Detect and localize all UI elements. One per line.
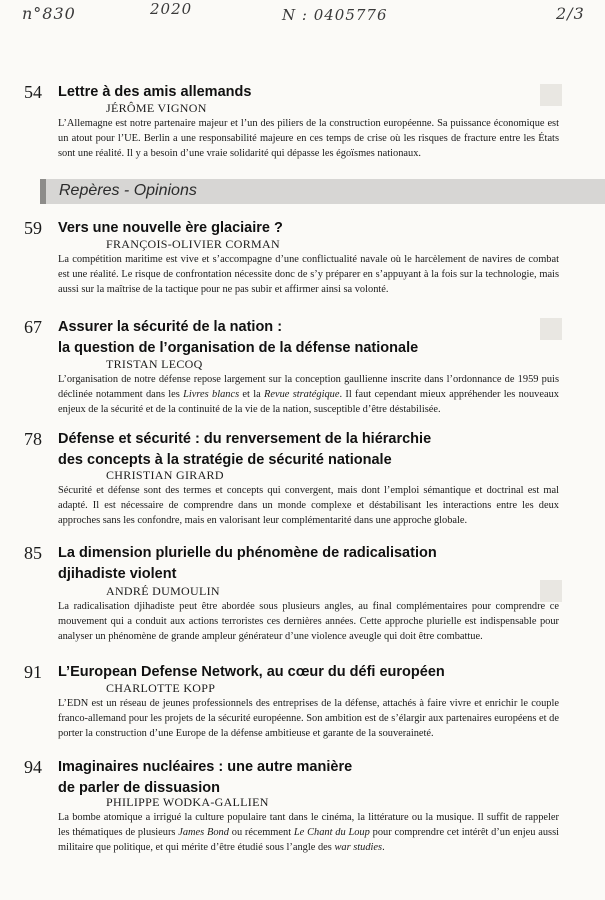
section-title: Repères - Opinions [59,182,197,199]
show-through-box [540,318,562,340]
handwritten-year: 2020 [150,0,193,18]
page-number: 94 [24,757,42,777]
title-line: Imaginaires nucléaires : une autre manière [58,759,353,775]
page-number: 78 [24,429,42,449]
summary-italic: Livres blancs [183,389,240,401]
article-summary [58,372,559,418]
page-number: 85 [24,543,42,563]
summary-text: L’organisation de notre défense repose largement sur la conception gaullienne inscrite dans l’ordonnance de 1959 puis déclinée notamment dans les [58,374,559,401]
page-number: 54 [24,82,42,102]
title-line: Lettre à des amis allemands [58,84,252,100]
title-line: la question de l’organisation de la défense nationale [58,340,419,356]
summary-text: pour comprendre cet intérêt d’un enjeu aussi militaire que politique, et qui mérite d’être étudié sous l’angle des [58,827,560,854]
page-number: 59 [24,218,42,238]
author-name: JÉRÔME VIGNON [106,101,207,115]
summary-italic: war studies [334,842,383,854]
show-through-box [540,84,562,106]
title-line: des concepts à la stratégie de sécurité nationale [58,452,392,468]
article-summary: La radicalisation djihadiste peut être abordée sous plusieurs angles, au final complémentaires pour comprendre ce mouvement qui a conduit aux actions terroristes ces dernières années. Cette approche plurielle est indispensable pour analyser un phénomène de grande ampleur générateur d’une violence aveugle qui doit être combattue. [58,601,559,643]
handwritten-number: n°830 [22,4,76,23]
article-title [58,662,445,683]
article-summary: L’Allemagne est notre partenaire majeur et l’un des piliers de la construction européenne. Sa puissance économique est un atout pour l’UE. Berlin a une responsabilité majeure en ces temps de crise où les risques de fracture entre les États sont une réalité. Il y a besoin d’une vraie solidarité qui dépasse les égoïsmes nationaux. [58,118,559,160]
title-line: Vers une nouvelle ère glaciaire ? [58,220,283,236]
author-name: PHILIPPE WODKA-GALLIEN [106,795,269,809]
summary-text: et la [239,389,265,401]
author-name: CHARLOTTE KOPP [106,681,216,695]
article-title [58,757,352,799]
handwritten-reference: N : 0405776 [282,6,388,24]
page-number: 91 [24,662,42,682]
article-title [58,82,251,103]
article-summary [58,810,559,856]
article-summary: L’EDN est un réseau de jeunes professionnels des entreprises de la défense, attachés à faire vivre et enrichir le couple franco-allemand pour les projets de la sécurité européenne. Son ambition est de s’élargir aux partenaires européens et de porter la construction d’une Europe de la défense ambitieuse et garante de la souveraineté. [58,698,559,740]
summary-italic: Le Chant du Loup [293,827,370,839]
handwritten-page-count: 2/3 [556,4,585,23]
summary-text: . Il faut cependant mieux appréhender les nouveaux enjeux de la sécurité et de la continuité de la vie de la nation, susceptible d’être déstabilisée. [58,389,559,416]
article-title [58,218,283,239]
summary-italic: James Bond [178,827,229,839]
page-number: 67 [24,317,42,337]
article-summary: La compétition maritime est vive et s’accompagne d’une conflictualité navale où le harcèlement de navires de combat est une réalité. Le risque de confrontation nécessite donc de s’y préparer en s’appuyant à la fois sur la technologie, mais aussi sur la maîtrise de la tactique pour ne pas subir et affirmer ainsi sa volonté. [58,254,559,296]
section-band-stripe [40,179,46,204]
title-line: Assurer la sécurité de la nation : [58,319,283,335]
summary-text: . [382,842,385,854]
article-title [58,543,437,585]
author-name: FRANÇOIS-OLIVIER CORMAN [106,237,280,251]
title-line: de parler de dissuasion [58,780,220,796]
title-line: djihadiste violent [58,566,177,582]
author-name: ANDRÉ DUMOULIN [106,584,220,598]
article-title [58,429,431,471]
article-summary: Sécurité et défense sont des termes et concepts qui convergent, mais dont l’emploi sémantique et doctrinal est mal adapté. Il est nécessaire de comprendre dans un monde complexe et déstabilisant les interactions entre les deux approches sans les confondre, mais en valorisant leur complémentarité dans une approche globale. [58,485,559,527]
summary-text: La bombe atomique a irrigué la culture populaire tant dans le cinéma, la littérature ou la musique. Il suffit de rappeler les thématiques de plusieurs [58,812,559,839]
title-line: L’European Defense Network, au cœur du défi européen [58,664,445,680]
title-line: Défense et sécurité : du renversement de la hiérarchie [58,431,432,447]
title-line: La dimension plurielle du phénomène de radicalisation [58,545,437,561]
summary-text: ou récemment [228,827,294,839]
author-name: CHRISTIAN GIRARD [106,468,224,482]
summary-italic: Revue stratégique [264,389,340,401]
author-name: TRISTAN LECOQ [106,357,203,371]
article-title [58,317,418,359]
